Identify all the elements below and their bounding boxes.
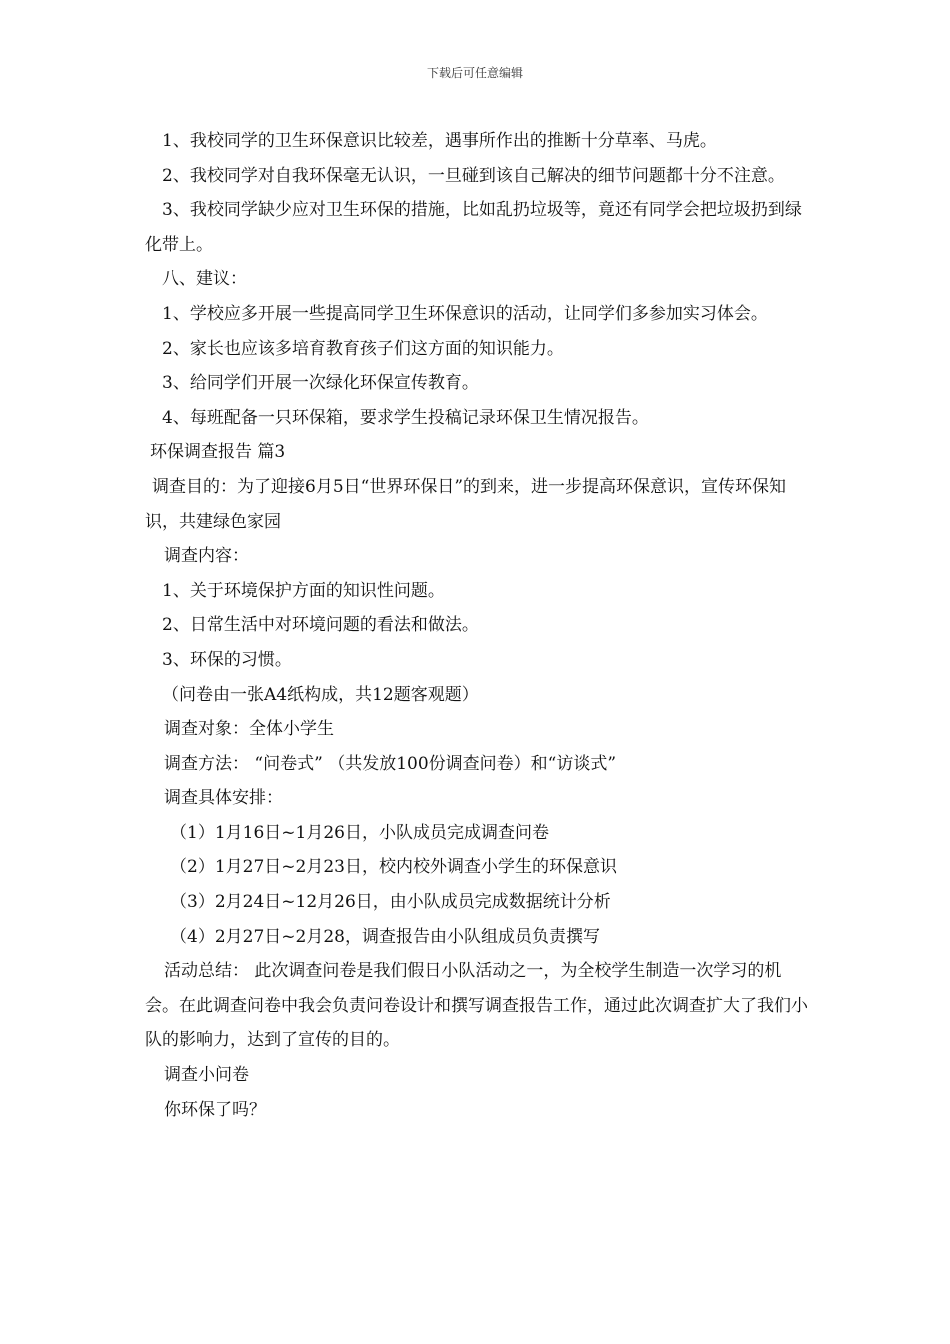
page-header: 下载后可任意编辑 bbox=[426, 66, 523, 80]
paragraph: （1）1月16日~1月26日，小队成员完成调查问卷 bbox=[170, 822, 549, 843]
paragraph: 活动总结： 此次调查问卷是我们假日小队活动之一，为全校学生制造一次学习的机会。在此调查问卷中我会负责问卷设计和撰写调查报告工作，通过此次调查扩大了我们小队的影响力，达到了宣传的目的。 bbox=[145, 961, 808, 1051]
paragraph: 调查内容： bbox=[164, 546, 249, 567]
paragraph: 4、每班配备一只环保箱，要求学生投稿记录环保卫生情况报告。 bbox=[162, 407, 649, 428]
paragraph: 3、环保的习惯。 bbox=[162, 649, 292, 670]
paragraph: 你环保了吗？ bbox=[164, 1099, 266, 1120]
paragraph: 调查对象：全体小学生 bbox=[164, 719, 334, 740]
paragraph: 2、家长也应该多培育教育孩子们这方面的知识能力。 bbox=[162, 338, 564, 359]
paragraph: （3）2月24日~12月26日，由小队成员完成数据统计分析 bbox=[170, 892, 611, 913]
paragraph: 调查方法： “问卷式” （共发放100份调查问卷）和“访谈式” bbox=[164, 753, 617, 774]
paragraph: 八、建议： bbox=[162, 269, 247, 290]
paragraph: 1、学校应多开展一些提高同学卫生环保意识的活动，让同学们多参加实习体会。 bbox=[162, 303, 768, 324]
paragraph: 调查小问卷 bbox=[164, 1065, 249, 1086]
paragraph: 3、我校同学缺少应对卫生环保的措施，比如乱扔垃圾等，竟还有同学会把垃圾扔到绿化带上。 bbox=[145, 200, 802, 255]
document-body bbox=[145, 124, 810, 1127]
paragraph: （问卷由一张A4纸构成，共12题客观题） bbox=[162, 684, 479, 705]
paragraph: 环保调查报告 篇3 bbox=[150, 442, 286, 463]
paragraph: 2、日常生活中对环境问题的看法和做法。 bbox=[162, 615, 479, 636]
paragraph: 3、给同学们开展一次绿化环保宣传教育。 bbox=[162, 373, 479, 394]
paragraph: 2、我校同学对自我环保毫无认识，一旦碰到该自己解决的细节问题都十分不注意。 bbox=[162, 165, 785, 186]
paragraph: （2）1月27日~2月23日，校内校外调查小学生的环保意识 bbox=[170, 857, 617, 878]
paragraph: 调查目的：为了迎接6月5日“世界环保日”的到来，进一步提高环保意识，宣传环保知识，共建绿色家园 bbox=[145, 476, 787, 532]
paragraph: （4）2月27日~2月28，调查报告由小队组成员负责撰写 bbox=[170, 926, 600, 947]
paragraph: 1、关于环境保护方面的知识性问题。 bbox=[162, 580, 445, 601]
paragraph: 1、我校同学的卫生环保意识比较差，遇事所作出的推断十分草率、马虎。 bbox=[162, 131, 717, 151]
paragraph: 调查具体安排： bbox=[164, 788, 283, 809]
